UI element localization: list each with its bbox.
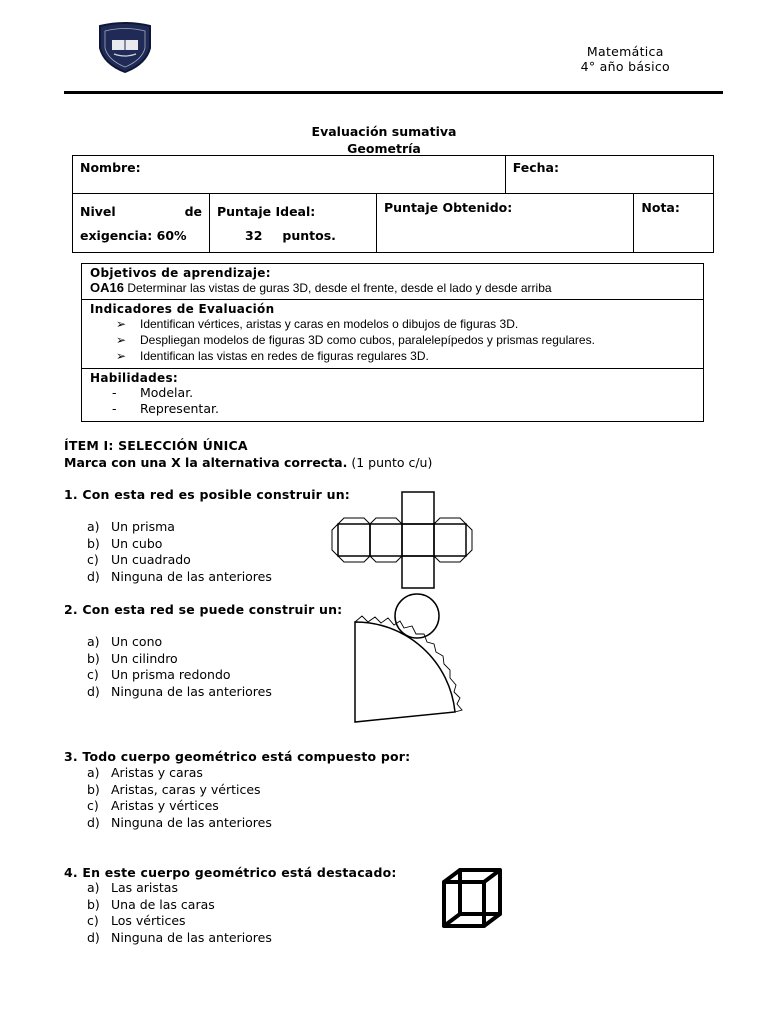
instruction-points: (1 punto c/u) xyxy=(351,455,433,470)
skill-item: - Modelar. xyxy=(112,385,194,400)
exam-title: Evaluación sumativa xyxy=(311,124,457,139)
question-4-options xyxy=(87,880,272,946)
cube-net-figure xyxy=(330,490,475,590)
item-heading: ÍTEM I: SELECCIÓN ÚNICA xyxy=(64,438,248,453)
option-a[interactable]: a) Las aristas xyxy=(87,880,178,895)
arrow-bullet-icon: ➢ xyxy=(116,317,127,331)
objectives-cell xyxy=(82,264,704,300)
skill-item: - Representar. xyxy=(112,401,219,416)
question-1-options xyxy=(87,519,272,585)
ideal-score-unit: puntos. xyxy=(282,228,336,243)
skills-heading: Habilidades: xyxy=(90,371,179,385)
question-2-prompt: 2. Con esta red se puede construir un: xyxy=(64,602,343,617)
option-a[interactable]: a) Un cono xyxy=(87,634,163,649)
date-label: Fecha: xyxy=(512,160,559,175)
level-cell xyxy=(73,194,210,253)
option-c[interactable]: c) Un prisma redondo xyxy=(87,667,231,682)
option-a[interactable]: a) Aristas y caras xyxy=(87,765,203,780)
option-c[interactable]: c) Aristas y vértices xyxy=(87,798,219,813)
level-label: Nivel xyxy=(80,204,116,219)
question-3-prompt: 3. Todo cuerpo geométrico está compuesto por: xyxy=(64,749,411,764)
grade-label: Nota: xyxy=(641,200,680,215)
question-2-options xyxy=(87,634,272,700)
student-info-table xyxy=(72,155,714,253)
level-value: exigencia: 60% xyxy=(80,228,187,243)
objective-code: OA16 xyxy=(90,280,124,295)
arrow-bullet-icon: ➢ xyxy=(116,333,127,347)
arrow-bullet-icon: ➢ xyxy=(116,349,127,363)
objectives-heading: Objetivos de aprendizaje: xyxy=(90,266,271,280)
grade-cell[interactable] xyxy=(634,194,714,253)
subject-header xyxy=(581,44,670,74)
option-d[interactable]: d) Ninguna de las anteriores xyxy=(87,683,272,699)
option-b[interactable]: b) Una de las caras xyxy=(87,896,215,912)
question-4-prompt: 4. En este cuerpo geométrico está destacado: xyxy=(64,865,397,880)
objectives-table xyxy=(81,263,704,422)
indicator-item: ➢ Despliegan modelos de figuras 3D como cubos, paralelepípedos y prismas regulares. xyxy=(116,333,595,347)
objective-text: Determinar las vistas de guras 3D, desde el frente, desde el lado y desde arriba xyxy=(127,281,552,295)
indicators-cell xyxy=(82,300,704,369)
option-d[interactable]: d) Ninguna de las anteriores xyxy=(87,568,272,584)
instruction-text: Marca con una X la alternativa correcta. xyxy=(64,455,348,470)
skills-cell xyxy=(82,369,704,422)
question-1-prompt: 1. Con esta red es posible construir un: xyxy=(64,487,350,502)
option-b[interactable]: b) Un cubo xyxy=(87,535,163,551)
obtained-score-cell[interactable] xyxy=(377,194,634,253)
subject-name: Matemática xyxy=(586,44,664,59)
item-instruction xyxy=(64,455,432,470)
option-d[interactable]: d) Ninguna de las anteriores xyxy=(87,929,272,945)
option-b[interactable]: b) Un cilindro xyxy=(87,650,178,666)
ideal-score-label: Puntaje Ideal: xyxy=(217,204,316,219)
grade-level: 4° año básico xyxy=(580,59,670,74)
exam-subject-title: Geometría xyxy=(347,141,421,156)
school-logo xyxy=(96,22,154,74)
option-b[interactable]: b) Aristas, caras y vértices xyxy=(87,781,261,797)
cone-net-figure xyxy=(350,590,470,730)
ideal-score-cell xyxy=(210,194,377,253)
header-rule xyxy=(64,91,723,94)
option-a[interactable]: a) Un prisma xyxy=(87,519,175,534)
cube-figure-highlighted-edges xyxy=(440,866,506,932)
indicator-item: ➢ Identifican las vistas en redes de figuras regulares 3D. xyxy=(116,349,429,363)
option-c[interactable]: c) Los vértices xyxy=(87,913,186,928)
obtained-score-label: Puntaje Obtenido: xyxy=(384,200,513,215)
option-c[interactable]: c) Un cuadrado xyxy=(87,552,191,567)
question-3-options xyxy=(87,765,272,831)
level-de: de xyxy=(184,204,202,219)
indicators-heading: Indicadores de Evaluación xyxy=(90,302,275,316)
name-label: Nombre: xyxy=(80,160,141,175)
indicator-item: ➢ Identifican vértices, aristas y caras en modelos o dibujos de figuras 3D. xyxy=(116,317,519,331)
name-field[interactable] xyxy=(73,156,506,194)
option-d[interactable]: d) Ninguna de las anteriores xyxy=(87,814,272,830)
ideal-score-value: 32 xyxy=(245,228,263,243)
date-field[interactable] xyxy=(505,156,713,194)
